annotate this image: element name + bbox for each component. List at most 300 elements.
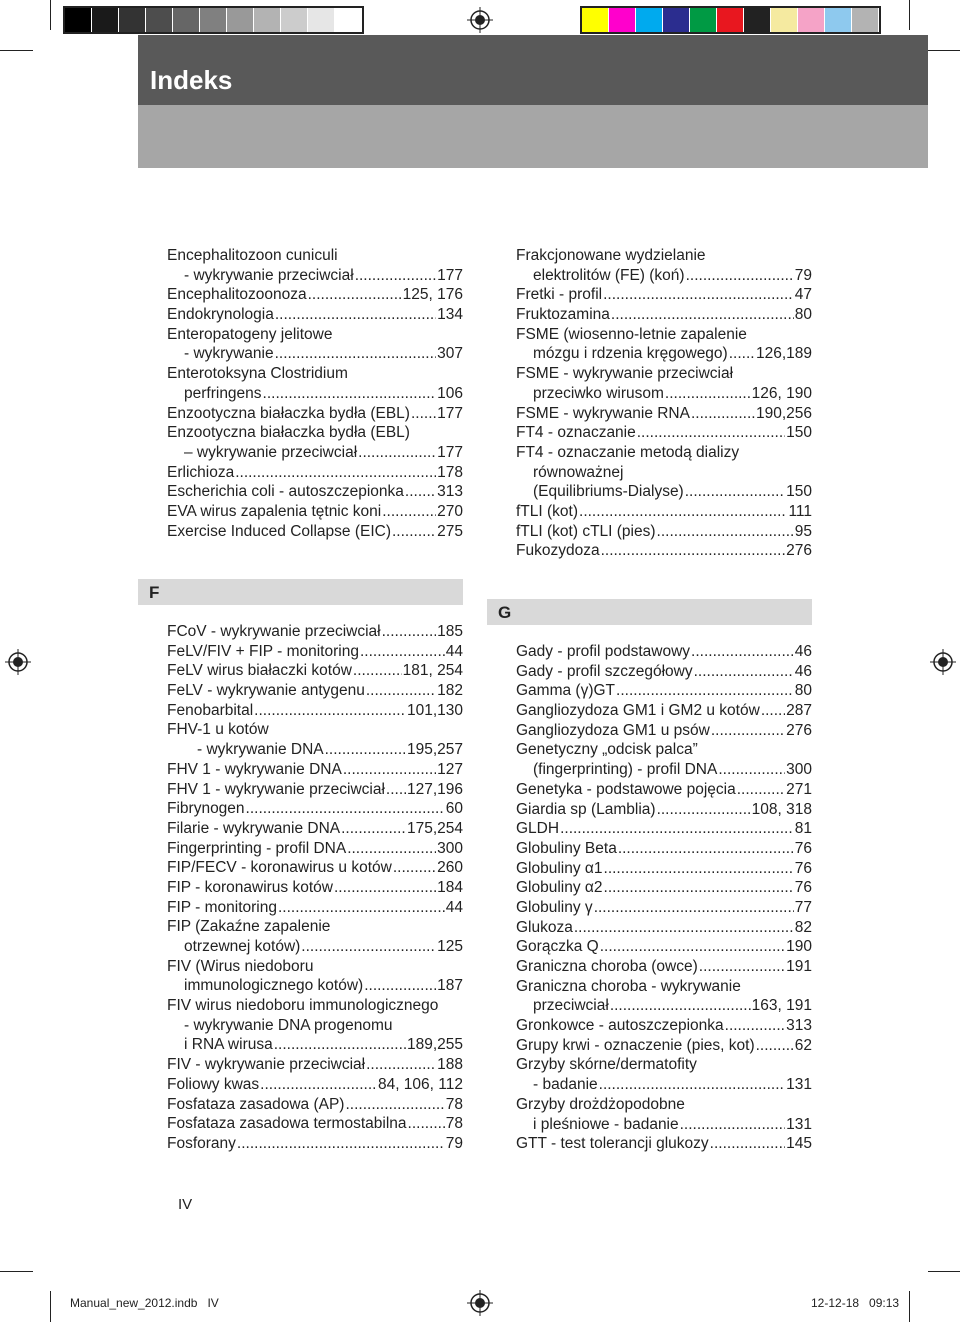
- index-entry: [516, 1115, 812, 1135]
- dot-leader: [600, 937, 785, 957]
- index-entry-page: 131: [786, 1076, 812, 1094]
- index-entry-label: Gady - profil szczegółowy: [516, 662, 693, 680]
- index-entry: [516, 721, 812, 741]
- index-entry-label: Fruktozamina: [516, 306, 610, 324]
- index-entry: [167, 325, 463, 345]
- index-entry-label: FT4 - oznaczanie: [516, 424, 636, 442]
- dot-leader: [386, 780, 406, 800]
- index-entry-page: 80: [794, 306, 812, 324]
- dot-leader: [756, 1036, 794, 1056]
- index-entry: [167, 463, 463, 483]
- crop-mark: [0, 1271, 33, 1272]
- color-swatch: [717, 8, 744, 32]
- dot-leader: [278, 898, 445, 918]
- index-entry-label: Gamma (γ)GT: [516, 682, 616, 700]
- index-entry-page: 82: [794, 918, 812, 936]
- index-entry: [167, 404, 463, 424]
- index-entry-label: - wykrywanie DNA progenomu: [184, 1016, 393, 1034]
- crop-mark: [909, 1291, 910, 1322]
- index-entry: [516, 780, 812, 800]
- index-entry: [516, 522, 812, 542]
- dot-leader: [599, 1075, 785, 1095]
- index-entry: [167, 1114, 463, 1134]
- color-swatch: [852, 8, 879, 32]
- dot-leader: [616, 681, 794, 701]
- index-entry-label: FHV 1 - wykrywanie DNA: [167, 760, 342, 778]
- index-entry-page: 79: [794, 266, 812, 284]
- dot-leader: [737, 780, 785, 800]
- index-entry-page: 78: [445, 1095, 463, 1113]
- index-entry: [516, 384, 812, 404]
- dot-leader: [366, 681, 436, 701]
- index-column-right-f: [516, 246, 812, 561]
- index-entry: [167, 1016, 463, 1036]
- dot-leader: [685, 482, 785, 502]
- dot-leader: [275, 305, 436, 325]
- index-entry-page: 270: [437, 502, 463, 520]
- index-entry-label: Endokrynologia: [167, 306, 274, 324]
- index-entry-label: - wykrywanie przeciwciał: [184, 266, 354, 284]
- crop-mark: [50, 0, 51, 30]
- index-entry: [516, 443, 812, 463]
- index-entry: [167, 1134, 463, 1154]
- index-entry: [516, 681, 812, 701]
- dot-leader: [694, 662, 794, 682]
- index-entry: [167, 799, 463, 819]
- index-entry-page: 181, 254: [402, 662, 463, 680]
- crop-mark: [928, 1271, 960, 1272]
- index-entry-label: FT4 - oznaczanie metodą dializy: [516, 443, 740, 461]
- index-entry-label: przeciwko wirusom: [533, 384, 664, 402]
- dot-leader: [560, 819, 794, 839]
- dot-leader: [360, 642, 445, 662]
- page-number: IV: [178, 1196, 193, 1213]
- dot-leader: [345, 1095, 444, 1115]
- dot-leader: [235, 463, 436, 483]
- index-entry-label: otrzewnej kotów): [184, 938, 301, 955]
- index-entry: [167, 760, 463, 780]
- index-entry-label: przeciwciał: [533, 997, 609, 1015]
- index-entry-page: 60: [445, 800, 463, 818]
- index-entry-page: 84, 106, 112: [377, 1075, 463, 1093]
- index-entry-label: EVA wirus zapalenia tętnic koni: [167, 502, 382, 520]
- index-entry-label: Enterotoksyna Clostridium: [167, 365, 348, 383]
- index-entry: [167, 344, 463, 364]
- index-entry: [167, 917, 463, 937]
- index-entry: [167, 957, 463, 977]
- index-entry-label: Globuliny α2: [516, 879, 603, 897]
- index-entry-page: 101,130: [406, 701, 463, 719]
- dot-leader: [710, 1134, 785, 1154]
- index-entry: [167, 819, 463, 839]
- dot-leader: [341, 819, 406, 839]
- index-entry-label: - wykrywanie: [184, 345, 274, 363]
- section-letter: F: [149, 583, 160, 602]
- index-entry-page: 108, 318: [751, 800, 812, 818]
- index-entry-page: 189,255: [406, 1036, 463, 1054]
- index-entry-page: 177: [437, 266, 463, 284]
- index-entry: [516, 404, 812, 424]
- index-entry: [516, 266, 812, 286]
- color-swatch: [798, 8, 825, 32]
- gray-swatch: [227, 8, 254, 32]
- index-entry-page: 276: [786, 721, 812, 739]
- index-entry-label: perfringens: [184, 384, 262, 402]
- index-entry-label: FIP - monitoring: [167, 898, 277, 916]
- index-entry-page: 275: [437, 522, 463, 540]
- index-entry-label: FIV (Wirus niedoboru: [167, 957, 314, 975]
- index-entry-label: Gorączka Q: [516, 938, 599, 956]
- index-entry-label: Enzootyczna białaczka bydła (EBL): [167, 404, 410, 422]
- index-entry: [516, 364, 812, 384]
- gray-swatch: [254, 8, 281, 32]
- index-entry-label: Filarie - wykrywanie DNA: [167, 819, 341, 837]
- index-entry: [167, 1055, 463, 1075]
- index-entry: [167, 701, 463, 721]
- dot-leader: [657, 522, 794, 542]
- index-entry-page: 111: [788, 502, 812, 520]
- index-entry-page: 182: [437, 682, 463, 700]
- registration-mark-icon: [467, 7, 493, 33]
- dot-leader: [761, 701, 785, 721]
- index-entry-page: 307: [437, 345, 463, 363]
- dot-leader: [343, 760, 436, 780]
- index-entry-page: 80: [794, 682, 812, 700]
- index-entry-label: Fretki - profil: [516, 286, 603, 304]
- index-entry: [167, 482, 463, 502]
- index-entry: [516, 740, 812, 760]
- index-entry-label: Enteropatogeny jelitowe: [167, 325, 333, 343]
- index-entry-label: FeLV - wykrywanie antygenu: [167, 682, 365, 700]
- index-entry-page: 46: [794, 662, 812, 680]
- index-entry: [167, 780, 463, 800]
- index-entry-label: - wykrywanie DNA: [197, 741, 324, 759]
- index-entry-label: Encephalitozoonoza: [167, 286, 307, 304]
- dot-leader: [574, 918, 794, 938]
- dot-leader: [274, 1035, 406, 1055]
- index-entry: [516, 344, 812, 364]
- index-entry: [516, 1134, 812, 1154]
- index-entry: [516, 918, 812, 938]
- index-entry-label: elektrolitów (FE) (koń): [533, 266, 685, 284]
- gray-swatch: [173, 8, 200, 32]
- index-entry: [167, 1075, 463, 1095]
- color-swatch: [744, 8, 771, 32]
- dot-leader: [366, 1055, 436, 1075]
- index-entry: [167, 858, 463, 878]
- index-entry-label: Gangliozydoza GM1 u psów: [516, 721, 710, 739]
- dot-leader: [579, 502, 787, 522]
- index-entry-label: (fingerprinting) - profil DNA: [533, 761, 718, 779]
- index-entry-label: fTLI (kot): [516, 502, 579, 520]
- section-letter: G: [498, 603, 512, 622]
- dot-leader: [263, 384, 437, 404]
- index-entry-label: Graniczna choroba (owce): [516, 958, 698, 975]
- color-swatch: [582, 8, 609, 32]
- index-entry-label: – wykrywanie przeciwciał: [184, 443, 358, 461]
- index-entry-page: 78: [445, 1115, 463, 1133]
- index-entry: [167, 522, 463, 542]
- index-entry-label: Exercise Induced Collapse (EIC): [167, 522, 391, 540]
- index-entry-label: Fosforany: [167, 1134, 236, 1152]
- index-entry-page: 185: [437, 623, 463, 640]
- index-entry: [516, 839, 812, 859]
- dot-leader: [665, 384, 751, 404]
- dot-leader: [725, 1016, 785, 1036]
- index-entry-label: i pleśniowe - badanie: [533, 1115, 679, 1133]
- footer-file: Manual_new_2012.indb IV: [70, 1296, 219, 1310]
- index-entry: [167, 720, 463, 740]
- index-entry-label: FSME - wykrywanie przeciwciał: [516, 365, 734, 383]
- index-entry: [167, 681, 463, 701]
- index-entry-label: - badanie: [533, 1076, 598, 1094]
- index-entry: [516, 996, 812, 1016]
- index-entry: [516, 1075, 812, 1095]
- index-entry-label: Fingerprinting - profil DNA: [167, 839, 347, 857]
- index-entry: [516, 642, 812, 662]
- index-entry-label: Encephalitozoon cuniculi: [167, 247, 338, 264]
- index-entry: [516, 977, 812, 997]
- index-entry-label: Erlichioza: [167, 463, 235, 481]
- index-entry-label: FeLV wirus białaczki kotów: [167, 662, 352, 680]
- index-entry-page: 177: [437, 404, 463, 422]
- index-entry-page: 131: [786, 1115, 812, 1133]
- dot-leader: [408, 1114, 445, 1134]
- index-entry-label: FIP/FECV - koronawirus u kotów: [167, 859, 392, 877]
- index-entry-page: 125: [437, 938, 463, 955]
- crop-mark: [909, 0, 910, 30]
- index-entry-page: 163, 191: [751, 997, 812, 1015]
- index-entry: [516, 285, 812, 305]
- index-entry-page: 260: [437, 859, 463, 877]
- index-entry: [516, 305, 812, 325]
- process-color-bar: [580, 6, 881, 34]
- index-entry-label: GLDH: [516, 820, 560, 838]
- index-entry-page: 195,257: [406, 741, 463, 759]
- index-entry-label: Grzyby skórne/dermatofity: [516, 1056, 697, 1074]
- index-entry-page: 187: [437, 977, 463, 995]
- index-entry-page: 76: [794, 859, 812, 877]
- index-entry: [516, 502, 812, 522]
- dot-leader: [275, 344, 437, 364]
- index-column-left-e: [167, 246, 463, 541]
- index-entry-label: Graniczna choroba - wykrywanie: [516, 977, 741, 995]
- gray-swatch: [146, 8, 173, 32]
- index-entry-page: 313: [437, 483, 463, 501]
- index-entry-label: Globuliny γ: [516, 898, 593, 916]
- index-entry: [516, 423, 812, 443]
- index-entry-label: FIP (Zakaźne zapalenie: [167, 918, 331, 936]
- index-entry: [167, 976, 463, 996]
- index-entry-label: Genetyczny „odcisk palca”: [516, 741, 698, 759]
- dot-leader: [301, 937, 436, 957]
- index-entry-page: 145: [786, 1135, 812, 1153]
- index-entry-page: 190,256: [755, 404, 812, 422]
- index-entry: [516, 1055, 812, 1075]
- index-entry: [167, 996, 463, 1016]
- index-entry-page: 178: [437, 463, 463, 481]
- dot-leader: [604, 859, 794, 879]
- dot-leader: [691, 642, 794, 662]
- index-entry: [516, 482, 812, 502]
- index-entry-label: Fenobarbital: [167, 701, 254, 719]
- dot-leader: [729, 344, 755, 364]
- index-entry: [167, 622, 463, 642]
- gray-swatch: [335, 8, 362, 32]
- index-entry-page: 46: [794, 643, 812, 660]
- index-entry: [516, 701, 812, 721]
- dot-leader: [718, 760, 785, 780]
- index-entry: [516, 800, 812, 820]
- index-entry-label: FSME (wiosenno-letnie zapalenie: [516, 325, 747, 343]
- dot-leader: [637, 423, 785, 443]
- index-entry-page: 44: [445, 642, 463, 660]
- index-entry: [167, 285, 463, 305]
- dot-leader: [393, 858, 436, 878]
- index-entry-label: FIP - koronawirus kotów: [167, 878, 333, 896]
- dot-leader: [334, 878, 436, 898]
- index-entry: [516, 957, 812, 977]
- dot-leader: [405, 482, 436, 502]
- index-entry: [516, 937, 812, 957]
- dot-leader: [594, 898, 794, 918]
- index-entry: [516, 760, 812, 780]
- index-entry-page: 76: [794, 839, 812, 857]
- index-entry: [167, 423, 463, 443]
- dot-leader: [254, 701, 406, 721]
- dot-leader: [382, 502, 436, 522]
- index-entry: [167, 384, 463, 404]
- header-band-light: [138, 105, 928, 168]
- index-entry-label: FCoV - wykrywanie przeciwciał: [167, 623, 381, 640]
- index-entry-page: 127: [437, 760, 463, 778]
- dot-leader: [611, 305, 794, 325]
- index-entry-label: Frakcjonowane wydzielanie: [516, 247, 706, 264]
- index-entry-page: 62: [794, 1036, 812, 1054]
- dot-leader: [358, 443, 436, 463]
- index-entry: [516, 662, 812, 682]
- index-entry-label: Fosfataza zasadowa (AP): [167, 1095, 345, 1113]
- index-entry: [167, 305, 463, 325]
- index-entry: [167, 661, 463, 681]
- color-swatch: [636, 8, 663, 32]
- color-swatch: [771, 8, 798, 32]
- index-entry-page: 191: [786, 958, 812, 975]
- color-swatch: [663, 8, 690, 32]
- index-entry-label: Grupy krwi - oznaczenie (pies, kot): [516, 1036, 755, 1054]
- index-entry: [167, 443, 463, 463]
- gray-swatch: [119, 8, 146, 32]
- index-entry-label: FHV 1 - wykrywanie przeciwciał: [167, 780, 385, 798]
- index-entry-page: 287: [786, 702, 812, 720]
- dot-leader: [686, 266, 794, 286]
- index-entry: [516, 878, 812, 898]
- index-entry: [516, 1095, 812, 1115]
- color-swatch: [609, 8, 636, 32]
- index-entry-page: 127,196: [406, 780, 463, 798]
- index-entry-page: 134: [437, 306, 463, 324]
- gray-swatch: [281, 8, 308, 32]
- dot-leader: [364, 976, 436, 996]
- index-entry-page: 79: [445, 1134, 463, 1152]
- crop-mark: [928, 50, 960, 51]
- index-entry-label: FHV-1 u kotów: [167, 721, 269, 739]
- index-column-right-g: [516, 642, 812, 1154]
- index-entry-page: 177: [437, 443, 463, 461]
- index-entry-page: 184: [437, 878, 463, 896]
- index-entry-page: 150: [786, 483, 812, 501]
- index-entry-label: Fosfataza zasadowa termostabilna: [167, 1115, 407, 1133]
- index-entry-page: 125, 176: [402, 286, 463, 304]
- index-entry-label: Giardia sp (Lamblia): [516, 800, 656, 818]
- index-entry-label: Fibrynogen: [167, 800, 245, 818]
- index-entry-label: immunologicznego kotów): [184, 977, 364, 995]
- index-entry: [516, 819, 812, 839]
- index-entry: [167, 266, 463, 286]
- crop-mark: [0, 50, 33, 51]
- dot-leader: [711, 721, 785, 741]
- gray-swatch: [92, 8, 119, 32]
- dot-leader: [392, 522, 436, 542]
- index-entry-label: Genetyka - podstawowe pojęcia: [516, 780, 736, 798]
- index-entry-page: 76: [794, 879, 812, 897]
- index-entry-label: i RNA wirusa: [184, 1036, 273, 1054]
- index-entry-page: 313: [786, 1017, 812, 1035]
- index-entry: [167, 878, 463, 898]
- header-band: [138, 35, 928, 105]
- index-entry-label: Globuliny α1: [516, 859, 603, 877]
- dot-leader: [347, 839, 436, 859]
- index-entry: [516, 1036, 812, 1056]
- footer-timestamp: 12-12-18 09:13: [811, 1296, 900, 1310]
- index-entry-page: 175,254: [406, 819, 463, 837]
- page-title: Indeks: [150, 65, 233, 95]
- color-swatch: [825, 8, 852, 32]
- index-entry: [167, 1035, 463, 1055]
- index-entry-label: fTLI (kot) cTLI (pies): [516, 522, 656, 540]
- index-entry-label: FeLV/FIV + FIP - monitoring: [167, 642, 359, 660]
- dot-leader: [610, 996, 751, 1016]
- index-entry: [516, 246, 812, 266]
- dot-leader: [355, 266, 436, 286]
- index-entry-label: Grzyby drożdżopodobne: [516, 1095, 685, 1113]
- index-entry-label: mózgu i rdzenia kręgowego): [533, 345, 728, 363]
- index-entry-page: 271: [786, 780, 812, 798]
- color-swatch: [690, 8, 717, 32]
- dot-leader: [601, 541, 786, 561]
- index-entry-label: Fukozydoza: [516, 542, 600, 560]
- index-entry-label: równoważnej: [533, 463, 624, 481]
- index-column-left-f: [167, 622, 463, 1154]
- index-entry-label: Escherichia coli - autoszczepionka: [167, 483, 404, 501]
- crop-mark: [50, 1291, 51, 1322]
- section-header-f: [138, 579, 463, 605]
- dot-leader: [618, 839, 794, 859]
- index-entry-label: Gangliozydoza GM1 i GM2 u kotów: [516, 702, 760, 720]
- index-entry-label: Enzootyczna białaczka bydła (EBL): [167, 424, 410, 442]
- gray-swatch: [65, 8, 92, 32]
- index-entry-page: 47: [794, 286, 812, 304]
- index-entry-label: Gronkowce - autoszczepionka: [516, 1017, 724, 1035]
- index-entry: [167, 937, 463, 957]
- index-entry-label: FSME - wykrywanie RNA: [516, 404, 690, 422]
- index-entry: [167, 898, 463, 918]
- index-entry: [516, 859, 812, 879]
- index-entry: [516, 898, 812, 918]
- dot-leader: [699, 957, 785, 977]
- dot-leader: [260, 1075, 377, 1095]
- index-entry-page: 81: [794, 820, 812, 838]
